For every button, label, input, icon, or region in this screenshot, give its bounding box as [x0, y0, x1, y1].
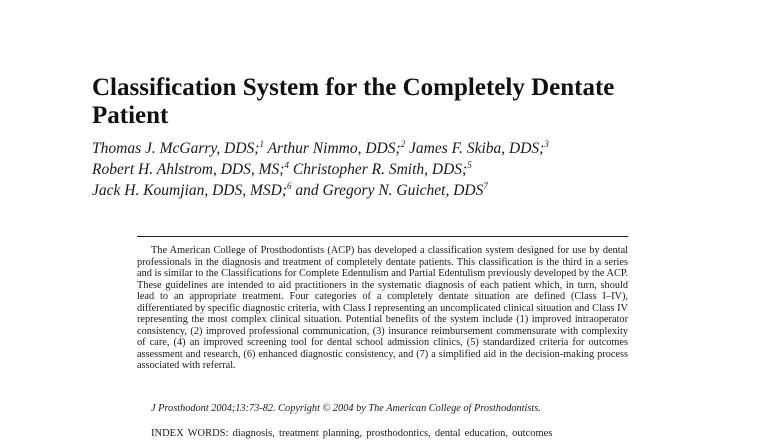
author-affiliation-mark: 3: [544, 139, 549, 149]
abstract-divider: [137, 236, 628, 237]
author-affiliation-mark: 4: [284, 160, 289, 170]
index-words-terms: diagnosis, treatment planning, prosthodontics, dental education, outcomes: [232, 428, 553, 439]
author-name: Thomas J. McGarry, DDS;: [92, 140, 260, 157]
author-affiliation-mark: 7: [483, 181, 488, 191]
article-title: Classification System for the Completely Dentate Patient: [92, 74, 615, 129]
author-name: James F. Skiba, DDS;: [405, 140, 545, 157]
author-name: Arthur Nimmo, DDS;: [263, 140, 401, 157]
author-affiliation-mark: 6: [287, 181, 292, 191]
author-affiliation-mark: 5: [467, 160, 472, 170]
author-list: [92, 138, 692, 201]
index-words-label: INDEX WORDS:: [151, 428, 229, 439]
abstract: [137, 245, 628, 372]
journal-citation: J Prosthodont 2004;13:73-82. Copyright © 2004 by The American College of Prosthodontists.: [151, 403, 541, 414]
author-name: Robert H. Ahlstrom, DDS, MS;: [92, 161, 285, 178]
author-name: and Gregory N. Guichet, DDS: [291, 182, 484, 199]
author-name: Jack H. Koumjian, DDS, MSD;: [92, 182, 288, 199]
abstract-text: The American College of Prosthodontists (ACP) has developed a classification system designed for use by dental professionals in the diagnosis and treatment of completely dentate patients. This classification is the third in a series and is similar to the Classifications for Complete Edentulism and Partial Edentulism previously developed by the ACP. These guidelines are intended to aid practitioners in the systematic diagnosis of each patient which, in turn, should lead to an appropriate treatment. Four categories of a completely dentate situation are defined (Class I–IV), differentiated by specific diagnostic criteria, with Class I representing an uncomplicated clinical situation and Class IV representing the most complex clinical situation. Potential benefits of the system include (1) improved intraoperator consistency, (2) improved professional communication, (3) insurance reimbursement commensurate with complexity of care, (4) an improved screening tool for dental school admission clinics, (5) standardized criteria for outcomes assessment and research, (6) enhanced diagnostic consistency, and (7) a simplified aid in the decision-making process associated with referral.: [137, 245, 628, 371]
author-affiliation-mark: 1: [259, 139, 264, 149]
author-affiliation-mark: 2: [400, 139, 406, 149]
author-name: Christopher R. Smith, DDS;: [288, 161, 468, 178]
author-line-3: [92, 180, 692, 201]
author-line-1: [92, 138, 692, 159]
author-line-2: [92, 159, 692, 180]
index-words: [151, 428, 552, 440]
